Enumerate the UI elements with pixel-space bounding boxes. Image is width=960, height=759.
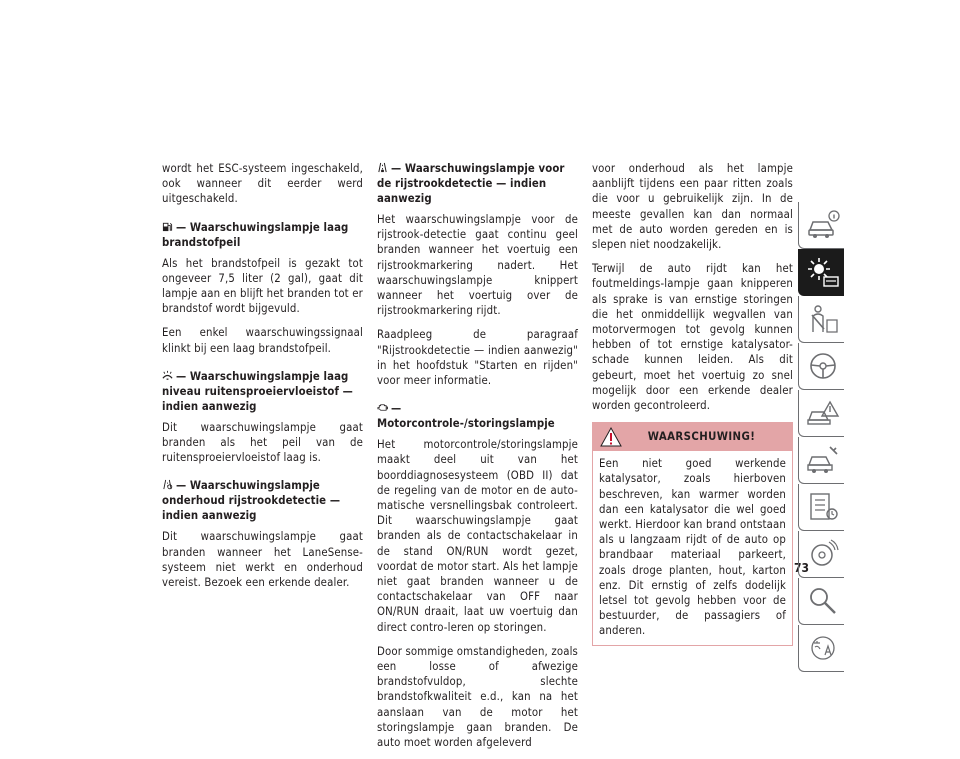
lane-warn-paragraph-2: Raadpleeg de paragraaf "Rijstrookdetectie — indien aanwezig" in het hoofdstuk "Starten en rijden" voor meer informatie. [377, 328, 578, 388]
maintenance-checklist-icon [806, 490, 840, 524]
fuel-paragraph-1: Als het brandstofpeil is gezakt tot ongeveer 7,5 liter (2 gal), gaat dit lampje aan en blijft het branden tot er brandstof wordt bijgevuld. [162, 256, 363, 316]
tab-car-info[interactable] [798, 202, 844, 249]
washer-heading [162, 369, 363, 414]
lane-warn-paragraph-1: Het waarschuwingslampje voor de rijstrook-detectie gaat continu geel branden wanneer het voertuig een rijstrookmarkering nadert. Het waarschuwingslampje knippert wanneer het voertuig over de rijstrookmarkering rijdt. [377, 213, 578, 318]
tab-index[interactable] [798, 578, 844, 625]
dashboard-light-icon [806, 255, 840, 289]
steering-wheel-icon [806, 349, 840, 383]
continued-paragraph-1: voor onderhoud als het lampje aanblijft tijdens een paar ritten zoals die voor u gebruikelijk zijn. In de meeste gevallen kan dan normaal met de auto worden gereden en is slepen niet noodzakelijk. [592, 162, 793, 252]
engine-paragraph-2: Door sommige omstandigheden, zoals een losse of afwezige brandstofvuldop, slechte brandstofkwaliteit e.d., kan na het aanslaan van de motor het storingslampje gaan branden. De auto moet worden afgeleverd [377, 644, 578, 750]
language-index-icon [806, 631, 840, 665]
warning-box [592, 422, 793, 645]
continued-paragraph-2: Terwijl de auto rijdt kan het foutmeldings-lampje gaan knipperen als sprake is van ernstige storingen die het onmiddellijk wegvallen van motorvermogen tot gevolg kunnen hebben of tot ernstige katalysator-schade kunnen leiden. Als dit gebeurt, moet het voertuig zo snel mogelijk door een erkende dealer worden gecontroleerd. [592, 262, 793, 413]
engine-heading [377, 401, 578, 431]
car-service-icon [806, 443, 840, 477]
column-2 [377, 161, 578, 759]
tab-languages[interactable] [798, 625, 844, 672]
check-engine-icon [377, 402, 388, 413]
washer-heading-text: — Waarschuwingslampje laag niveau ruitensproeiervloeistof — indien aanwezig [162, 369, 353, 413]
fuel-paragraph-2: Een enkel waarschuwingssignaal klinkt bij een laag brandstofpeil. [162, 326, 363, 355]
column-1 [162, 161, 363, 599]
fuel-pump-icon [162, 221, 173, 232]
engine-heading-text: — Motorcontrole-/storingslampje [377, 402, 555, 431]
multimedia-icon [806, 537, 840, 571]
tab-maintenance[interactable] [798, 484, 844, 531]
lane-service-heading-text: — Waarschuwingslampje onderhoud rijstrookdetectie — indien aanwezig [162, 479, 341, 523]
lane-service-paragraph-1: Dit waarschuwingslampje gaat branden wanneer het LaneSense-systeem niet werkt en onderhoud vereist. Bezoek een erkende dealer. [162, 530, 363, 590]
tab-multimedia[interactable] [798, 531, 844, 578]
warning-title: WAARSCHUWING! [647, 430, 756, 444]
lane-warn-heading-text: — Waarschuwingslampje voor de rijstrookdetectie — indien aanwezig [377, 162, 565, 205]
intro-paragraph: wordt het ESC-systeem ingeschakeld, ook wanneer dit eerder werd uitgeschakeld. [162, 162, 363, 206]
tab-service[interactable] [798, 437, 844, 484]
fuel-heading-text: — Waarschuwingslampje laag brandstofpeil [162, 220, 349, 249]
page-number: 73 [794, 561, 810, 575]
tab-safety[interactable] [798, 296, 844, 343]
warning-body [593, 451, 792, 644]
lane-service-icon [162, 479, 173, 490]
warning-header [593, 423, 792, 451]
tab-emergency[interactable] [798, 390, 844, 437]
seatbelt-safety-icon [806, 302, 840, 336]
index-search-icon [806, 584, 840, 618]
warning-text: Een niet goed werkende katalysator, zoals hierboven beschreven, kan warmer worden dan een katalysator die wel goed werkt. Hierdoor kan brand ontstaan als u langzaam rijdt of de auto op brandbaar materiaal parkeert, zoals droge planten, hout, karton enz. Dit ernstig of zelfs dodelijk letsel tot gevolg hebben voor de bestuurder, de passagiers of anderen. [599, 457, 786, 638]
fuel-heading [162, 220, 363, 250]
lane-departure-icon [377, 162, 388, 173]
chapter-tabs [798, 202, 844, 672]
column-3 [592, 161, 793, 646]
engine-paragraph-1: Het motorcontrole/storingslampje maakt deel uit van het boorddiagnosesysteem (OBD II) dat de regeling van de motor en de auto-matische versnellingsbak controleert. Dit waarschuwingslampje gaat branden als de contactschakelaar in de stand ON/RUN wordt gezet, voordat de motor start. Als het lampje niet gaat branden wanneer u de contactschakelaar van OFF naar ON/RUN draait, laat uw voertuig dan direct contro-leren op storingen. [377, 438, 578, 634]
washer-fluid-icon [162, 370, 173, 381]
lane-warn-heading [377, 161, 578, 206]
lane-service-heading [162, 478, 363, 523]
roadside-emergency-icon [806, 396, 840, 430]
tab-starting-driving[interactable] [798, 343, 844, 390]
washer-paragraph-1: Dit waarschuwingslampje gaat branden als het peil van de ruitensproeiervloeistof laag is. [162, 420, 363, 465]
tab-dashboard-lights[interactable] [798, 249, 844, 296]
car-info-icon [806, 208, 840, 242]
